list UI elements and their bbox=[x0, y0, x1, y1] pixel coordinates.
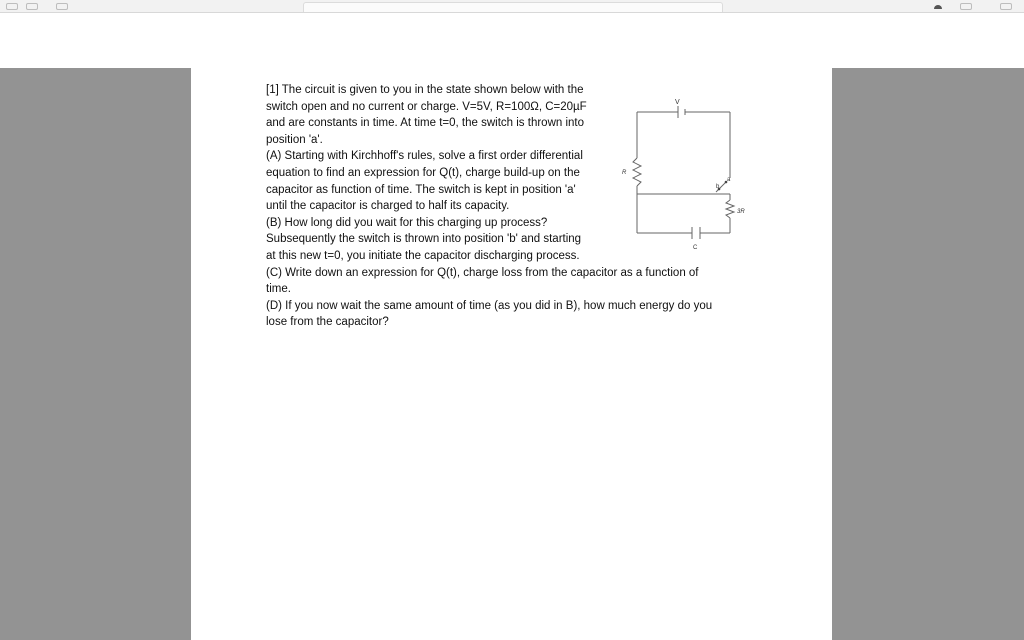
problem-line-15: lose from the capacitor? bbox=[266, 316, 389, 329]
address-bar[interactable] bbox=[303, 2, 723, 12]
problem-line-1: [1] The circuit is given to you in the state shown below with the bbox=[266, 84, 584, 96]
download-icon[interactable] bbox=[960, 3, 972, 10]
resistor-r bbox=[633, 158, 641, 186]
problem-line-7: capacitor as function of time. The switch is kept in position 'a' bbox=[266, 183, 576, 196]
resistor-3r-label: 3R bbox=[737, 209, 745, 215]
problem-line-6: equation to find an expression for Q(t), charge build-up on the bbox=[266, 166, 580, 179]
viewer-background-right bbox=[832, 68, 1024, 640]
problem-line-3: and are constants in time. At time t=0, the switch is thrown into bbox=[266, 117, 585, 130]
problem-line-14: (D) If you now wait the same amount of time (as you did in B), how much energy do you bbox=[266, 299, 713, 312]
problem-line-9: (B) How long did you wait for this charging up process? bbox=[266, 216, 548, 229]
capacitor-label: C bbox=[693, 245, 698, 251]
back-icon[interactable] bbox=[6, 3, 18, 10]
problem-line-10: Subsequently the switch is thrown into position 'b' and starting bbox=[266, 233, 582, 246]
problem-line-11: at this new t=0, you initiate the capacitor discharging process. bbox=[266, 249, 580, 262]
switch-a-label: a bbox=[727, 177, 731, 183]
battery-label: V bbox=[675, 99, 680, 106]
tabs-icon[interactable] bbox=[1000, 3, 1012, 10]
viewer-background-left bbox=[0, 68, 191, 640]
resistor-3r bbox=[726, 200, 734, 218]
circuit-diagram bbox=[620, 96, 770, 256]
problem-line-4: position 'a'. bbox=[266, 133, 323, 146]
problem-line-13: time. bbox=[266, 283, 291, 296]
switch-b-label: b bbox=[716, 184, 720, 190]
viewer-toolbar-area bbox=[0, 13, 1024, 68]
browser-toolbar bbox=[0, 0, 1024, 13]
problem-line-12: (C) Write down an expression for Q(t), charge loss from the capacitor as a function of bbox=[266, 266, 699, 279]
sidebar-icon[interactable] bbox=[56, 3, 68, 10]
problem-line-2: switch open and no current or charge. V=5V, R=100Ω, C=20µF bbox=[266, 100, 587, 113]
profile-icon[interactable] bbox=[934, 5, 942, 9]
problem-line-8: until the capacitor is charged to half its capacity. bbox=[266, 200, 510, 213]
problem-line-5: (A) Starting with Kirchhoff's rules, solve a first order differential bbox=[266, 150, 583, 163]
resistor-r-label: R bbox=[622, 170, 627, 176]
forward-icon[interactable] bbox=[26, 3, 38, 10]
